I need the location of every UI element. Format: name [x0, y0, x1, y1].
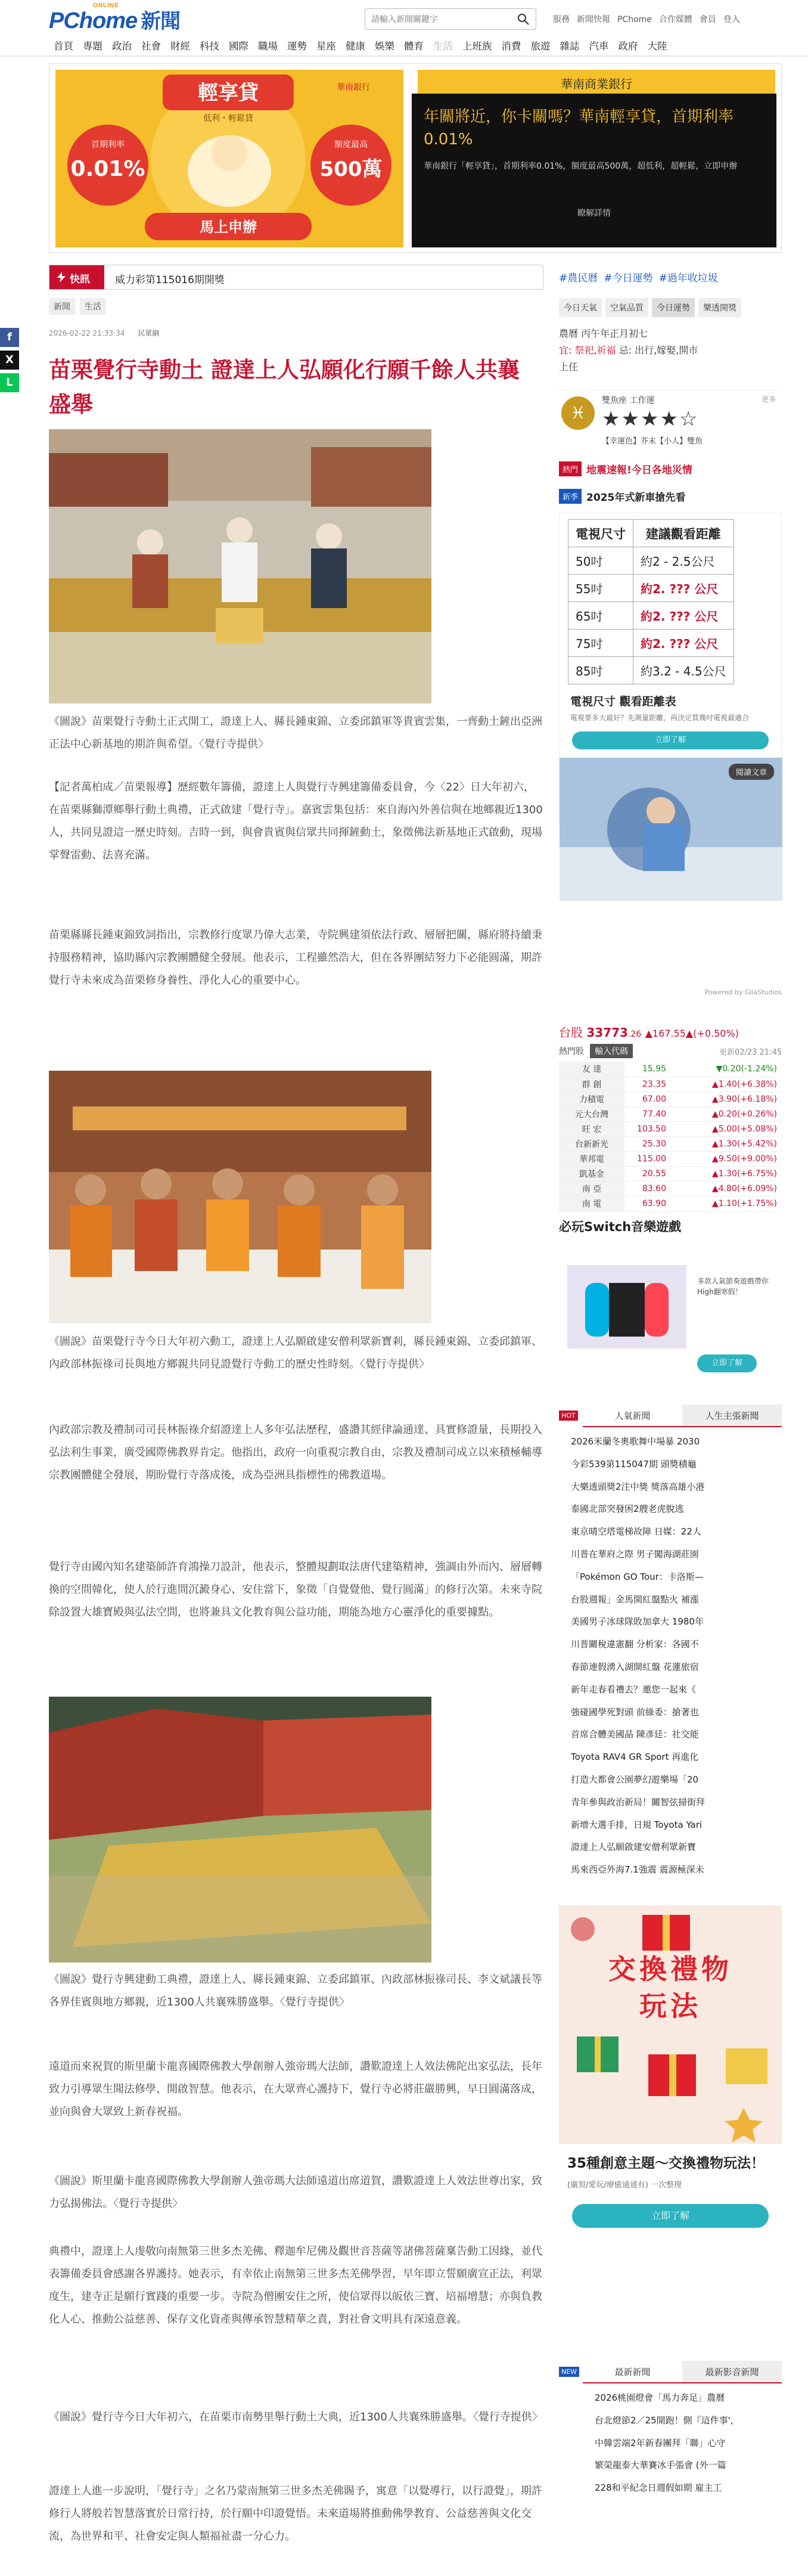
stock-change-cell: ▲0.20(+0.26%) [672, 1106, 782, 1121]
nav-item[interactable]: 星座 [316, 41, 336, 52]
tv-distance-cell: 約2 - 2.5公尺 [633, 547, 734, 575]
tab-latest-news[interactable]: 最新新聞 [583, 2361, 682, 2382]
switch-ad[interactable] [559, 1217, 782, 1383]
stock-price: 63.90 [624, 1196, 672, 1211]
tv-distance-cell: 約2. ??? 公尺 [633, 630, 734, 657]
latest-news-item[interactable]: 台北燈節2／25開跑！側『這件事', [595, 2414, 734, 2426]
article-paragraph-4: 覺行寺由國內知名建築師許育鴻操刀設計，他表示，整體規劃取法唐代建築精神，強調由外而內、層層轉換的空間韓化，使人於行進間沉澱身心、安住當下，象徵「自覺覺他、覺行圓滿」的修行次第。未來寺院除設置大雄寶殿與弘法空間，也將兼具文化教育與公益功能，期能為地方心靈淨化的重要據點。 [49, 1561, 542, 1619]
switch-console-image [567, 1265, 686, 1349]
pisces-icon: ♓ [561, 396, 595, 430]
tv-size-cell: 55吋 [568, 575, 633, 602]
top-link[interactable]: 合作媒體 [658, 15, 692, 24]
latest-news-item[interactable]: 2026桃園燈會「馬力奔足」農曆 [595, 2392, 725, 2403]
article-paragraph-1: 【記者萬柏成／苗栗報導】歷經數年籌備，證達上人與覺行寺興建籌備委員會，今〈22〉日大年初六，在苗栗縣獅潭鄉舉行動土典禮，正式啟建「覺行寺」。嘉賓雲集包括：來自海內外善信與在地鄉親近1300人，共同見證這一歷史時刻。吉時一到，與會貴賓與信眾共同揮鏟動土，象徵佛法新基地正式啟動，現場掌聲雷動、法喜充滿。 [49, 781, 543, 861]
banner-cta: 馬上申辦 [200, 219, 257, 235]
stock-name[interactable]: 友 達 [559, 1062, 624, 1077]
article-paragraph-6: 典禮中，證達上人虔敬向南無第三世多杰羌佛、釋迦牟尼佛及觀世音菩薩等諸佛菩薩稟告動工因緣，並代表籌備委員會感謝各界護持。她表示，有幸依止南無第三世多杰羌佛學習，早年即立誓願廣宣正法，利眾度生，建寺正是願行實踐的重要一步。寺院為僧團安住之所，使信眾得以皈依三寶、培福增慧；亦與負教化人心、推動公益慈善、保存文化資產與傳承智慧精華之責，對社會文明具有深遠意義。 [49, 2245, 542, 2326]
nav-item[interactable]: 國際 [229, 41, 248, 52]
banner-rate-value: 0.01% [70, 157, 145, 181]
popular-news-item[interactable]: 證達上人弘願啟建安僧利眾新寶 [571, 1842, 697, 1853]
popular-news-item[interactable]: 川普關稅違憲翻 分析家：各國不 [571, 1639, 699, 1650]
top-link[interactable]: 新聞快報 [577, 15, 610, 24]
latest-news-tabs [583, 2361, 782, 2383]
new-label: 新季 [559, 489, 582, 504]
line-share-icon[interactable]: L [0, 373, 19, 392]
gift-ad-sub: (廣契/愛玩/療癒通通有) 一次整理 [567, 2181, 682, 2190]
banner-bank-name: 華南商業銀行 [418, 70, 775, 94]
stock-change-cell: ▲1.10(+1.75%) [672, 1196, 782, 1211]
gift-illustration [559, 1905, 782, 2144]
hot-label: 熱門 [559, 461, 582, 476]
stock-label: 台股 [559, 1025, 583, 1040]
bank-banner-ad[interactable] [49, 63, 782, 253]
stock-change-cell: ▲4.80(+6.09%) [672, 1181, 782, 1196]
x-share-icon[interactable]: X [0, 351, 19, 370]
photo-caption-5: 《圖說》覺行寺今日大年初六，在苗栗市南勢里舉行動土大典，近1300人共襄殊勝盛舉。〈覺行寺提供〉 [49, 2411, 543, 2423]
article-photo-groundbreaking [49, 429, 431, 703]
info-tabs [559, 298, 782, 317]
popular-news-item[interactable]: 大樂透頭獎2注中獎 獎落高雄小港 [571, 1481, 705, 1492]
switch-ad-title: 必玩Switch音樂遊戲 [559, 1220, 682, 1234]
facebook-share-icon[interactable]: f [0, 328, 19, 347]
stock-row[interactable] [559, 1196, 782, 1211]
crowd-photo [49, 1697, 431, 1963]
article-photo-monks [49, 1071, 431, 1323]
stock-update-time: 更新02/23 21:45 [719, 1047, 782, 1057]
popular-news-item[interactable]: 新增大選手排，日規 Toyota Yari [571, 1819, 703, 1830]
nav-item[interactable]: 旅遊 [530, 41, 551, 52]
popular-news-item[interactable]: 新年走春看禮去？邀您一起來《 [571, 1684, 697, 1695]
popular-news-item[interactable]: 泰國北部突發困2艘老虎脫逃 [571, 1504, 684, 1515]
popular-news-item[interactable]: Toyota RAV4 GR Sport 再進化 [571, 1752, 699, 1763]
popular-news-item[interactable]: 2026米蘭冬奧歌舞中場暴 2030 [571, 1436, 700, 1447]
stock-row[interactable] [559, 1121, 782, 1136]
stock-change-cell: ▲3.90(+6.18%) [672, 1092, 782, 1106]
tv-size-ad-sub: 電視要多大最好？先測量距離，再決定買幾吋電視最適合 [570, 714, 750, 722]
banner-brand-sub: 低利・輕鬆貸 [203, 114, 253, 123]
nav-item[interactable]: 運勢 [287, 41, 307, 52]
nav-item[interactable]: 專題 [83, 41, 102, 52]
new-headline-text: 2025年式新車搶先看 [586, 491, 686, 504]
nav-item[interactable]: 體育 [404, 41, 424, 52]
stock-change-cell: ▲1.30(+6.75%) [672, 1166, 782, 1181]
latest-news-item[interactable]: 繁榮龍泰大華賽冰手張會 (外一篇 [595, 2460, 726, 2471]
article-datetime: 2026-02-22 21:33:34 [49, 329, 125, 337]
tv-size-row [568, 602, 734, 630]
tv-size-cell: 50吋 [568, 547, 633, 575]
stock-name[interactable]: 凱基金 [559, 1166, 624, 1181]
popular-news-item[interactable]: 青年參與政治新局！關智弦掃街拜 [571, 1796, 706, 1808]
nav-item[interactable]: 首頁 [54, 41, 73, 52]
stock-index: 33773 [586, 1025, 628, 1040]
stock-price: 103.50 [624, 1121, 672, 1136]
top-link[interactable]: 服務 [553, 15, 570, 24]
site-logo[interactable] [49, 2, 181, 35]
latest-news-list [559, 2383, 782, 2500]
hot-headline[interactable] [559, 460, 782, 477]
photo-caption-3: 《圖說》覺行寺興建動工典禮，證達上人、縣長鍾東錦、立委邱鎮軍、內政部林振祿司長、李文斌議長等各界佳賓與地方鄉親，近1300人共襄殊勝盛舉。〈覺行寺提供〉 [49, 1973, 542, 2008]
tv-size-row [568, 547, 734, 575]
info-tab[interactable]: 今日運勢 [652, 298, 695, 317]
banner-rate-label: 首期利率 [91, 140, 125, 150]
flash-label [49, 265, 104, 289]
read-article-button[interactable]: 閱讀文章 [729, 764, 774, 780]
popular-news-item[interactable]: 打造大都會公園夢幻遊樂場「20 [571, 1774, 699, 1785]
stock-row[interactable] [559, 1136, 782, 1151]
lightning-icon [57, 272, 66, 283]
gift-ad-button[interactable]: 立即了解 [572, 2204, 769, 2228]
flash-text[interactable]: 威力彩第115016期開獎 [115, 274, 225, 286]
hashtag-link[interactable]: #過年收垃圾 [658, 272, 718, 284]
stock-name[interactable]: 元大台灣 [559, 1106, 624, 1121]
popular-news-item[interactable]: 強碰國學死對頭 前綠委：搶著也 [571, 1706, 699, 1718]
popular-news-box [559, 1405, 782, 1893]
top-link[interactable]: PChome [617, 15, 652, 24]
popular-news-item[interactable]: 東京晴空塔電梯故障 日媒：22人 [571, 1526, 701, 1537]
stock-table [559, 1062, 782, 1211]
stock-row[interactable] [559, 1166, 782, 1181]
nav-item[interactable]: 政治 [112, 41, 132, 52]
nav-item[interactable]: 生活 [433, 41, 453, 52]
article-author[interactable]: 民眾網 [138, 329, 160, 337]
logo-online-text: ONLINE [93, 2, 119, 9]
social-share-bar [0, 328, 19, 396]
monks-photo [49, 1071, 431, 1323]
stock-row[interactable] [559, 1181, 782, 1196]
stock-price: 77.40 [624, 1106, 672, 1121]
popular-news-item[interactable]: 台股週報」金馬開紅盤點火 補漲 [571, 1594, 699, 1605]
gift-ad-heading: 35種創意主題～交換禮物玩法！ [567, 2156, 765, 2171]
almanac-yi: 宜: 祭祀,祈福 [559, 345, 616, 356]
tab-latest-video[interactable]: 最新影音新聞 [682, 2361, 782, 2382]
search-input[interactable] [365, 8, 536, 30]
stock-row[interactable] [559, 1151, 782, 1166]
popular-news-tabs [583, 1405, 782, 1427]
popular-news-item[interactable]: 「Pokémon GO Tour：卡洛斯— [571, 1571, 704, 1582]
tv-size-header-cell: 電視尺寸 [568, 520, 633, 547]
popular-news-list [559, 1427, 782, 1881]
stock-tabs [559, 1044, 782, 1058]
tv-size-row [568, 657, 734, 684]
gift-exchange-ad[interactable] [559, 1905, 782, 2251]
photo-caption-4: 《圖說》斯里蘭卡龍喜國際佛教大學創辦人強帝瑪大法師遠道出席道賀，讚歎證達上人效法世尊出家，致力弘揚佛法。〈覺行寺提供〉 [49, 2175, 542, 2210]
article-tag[interactable]: 生活 [80, 298, 106, 315]
stock-price: 25.30 [624, 1136, 672, 1151]
tv-size-ad-button[interactable]: 立即了解 [572, 731, 769, 749]
stock-row[interactable] [559, 1092, 782, 1106]
popular-news-item[interactable]: 首席合體美國晶 陳彥廷：社交能 [571, 1729, 699, 1740]
flash-label-text: 快訊 [70, 274, 90, 286]
stock-name[interactable]: 華邦電 [559, 1151, 624, 1166]
popular-news-item[interactable]: 川普在華府之際 男子闖海湖莊園 [571, 1548, 699, 1560]
popular-news-item[interactable]: 今彩539第115047期 頭獎積龜 [571, 1458, 697, 1470]
nav-item[interactable]: 娛樂 [375, 41, 394, 52]
almanac-panel [559, 326, 782, 376]
almanac-date: 農曆 丙午年正月初七 [559, 328, 648, 339]
tv-size-cell: 85吋 [568, 657, 633, 684]
tab-popular-news[interactable]: 人氣新聞 [583, 1405, 682, 1426]
banner-text-panel[interactable] [412, 94, 776, 247]
tv-size-header-cell: 建議觀看距離 [633, 520, 734, 547]
almanac-ji: 忌: 出行,嫁娶,開市 [619, 345, 698, 356]
banner-illustration [55, 70, 403, 247]
nav-item[interactable]: 財經 [170, 41, 190, 52]
article-meta [49, 328, 159, 338]
nav-item[interactable]: 政府 [618, 41, 638, 52]
latest-news-item[interactable]: 中韓雲端2年新春團拜「聯」心守 [595, 2437, 726, 2448]
article-paragraph-2: 苗栗縣縣長鍾東錦致詞指出，宗教修行度眾乃偉大志業，寺院興建須依法行政、層層把關，縣府將持續秉持服務精神，協助縣內宗教團體健全發展。他表示，工程雖然浩大，但在各界團結努力下必能圓滿，期許覺行寺未來成為苗栗修身養性、淨化人心的重要中心。 [49, 929, 542, 987]
popular-news-item[interactable]: 馬來西亞外海7.1強震 震源極深未 [571, 1864, 704, 1876]
stock-index-decimal: .26 [627, 1030, 642, 1039]
stock-price: 23.35 [624, 1077, 672, 1092]
tv-size-row [568, 630, 734, 657]
stock-row[interactable] [559, 1077, 782, 1092]
hashtag-link[interactable]: #農民曆 [559, 272, 598, 284]
gift-ad-image[interactable] [559, 1905, 782, 2144]
article-paragraph-7: 證達上人進一步說明，「覺行寺」之名乃蒙南無第三世多杰羌佛賜予，寓意「以覺導行，以行證覺」，期許修行人將般若智慧落實於日常行持，於行願中印證覺悟。未來道場將推動佛學教育、公益慈善與文化交流，為世界和平、社會安定與人類福祉盡一分心力。 [49, 2485, 542, 2543]
latest-news-item[interactable]: 228和平紀念日週假如期 雇主工 [595, 2482, 722, 2494]
stock-change: ▲167.55▲(+0.50%) [645, 1028, 739, 1039]
stock-change-cell: ▼0.20(-1.24%) [672, 1062, 782, 1077]
horoscope-panel[interactable] [559, 390, 782, 454]
tv-distance-cell: 約3.2 - 4.5公尺 [633, 657, 734, 684]
nav-item[interactable]: 大陸 [647, 41, 667, 52]
stock-name[interactable]: 台新新光 [559, 1136, 624, 1151]
logo-news-text: 新聞 [141, 10, 181, 33]
tv-size-cell: 65吋 [568, 602, 633, 630]
banner-limit-value: 500萬 [319, 157, 383, 181]
site-header [0, 0, 808, 57]
banner-brand: 輕享貸 [198, 81, 259, 105]
popular-news-item[interactable]: 美國男子冰球隊敗加拿大 1980年 [571, 1616, 704, 1628]
stock-price: 20.55 [624, 1166, 672, 1181]
article-paragraph-5: 遠道而來祝賀的斯里蘭卡龍喜國際佛教大學創辦人強帝瑪大法師，讚歎證達上人效法佛陀出家弘法，長年致力引導眾生聞法修學、開啟智慧。他表示，在大眾齊心護持下，覺行寺必將莊嚴勝興，早日圓滿落成，並向與會大眾致上新春祝福。 [49, 2060, 542, 2118]
gift-ad-title-text: 交換禮物 玩法 [608, 1953, 732, 2022]
info-tab[interactable]: 樂透開獎 [698, 298, 741, 317]
stock-change-cell: ▲1.40(+6.38%) [672, 1077, 782, 1092]
banner-bank-logo: 華南銀行 [337, 83, 370, 92]
nav-item[interactable]: 上班族 [462, 41, 492, 52]
nav-item[interactable]: 科技 [200, 41, 219, 52]
top-link[interactable]: 登入 [723, 15, 740, 24]
hashtag-link[interactable]: #今日運勢 [604, 272, 653, 284]
popular-news-item[interactable]: 春節連假湧入湖開紅盤 花蓮旅宿 [571, 1661, 699, 1672]
powered-by: Powered by GliaStudios [704, 988, 782, 996]
tv-size-header-row [568, 520, 734, 547]
stock-change-cell: ▲5.00(+5.08%) [672, 1121, 782, 1136]
main-nav [49, 38, 800, 54]
banner-desc: 華南銀行「輕享貸」，首期利率0.01%，額度最高500萬，超低利，超輕鬆，立即申辦 [424, 162, 738, 171]
latest-news-box [559, 2361, 782, 2575]
horoscope-more-link[interactable]: 更多 [761, 395, 776, 404]
tv-distance-cell: 約2. ??? 公尺 [633, 602, 734, 630]
info-tab[interactable]: 空氣品質 [605, 298, 648, 317]
flash-news-bar [49, 265, 543, 290]
tv-size-ad[interactable] [559, 513, 782, 823]
new-headline[interactable] [559, 488, 782, 504]
top-links [549, 13, 744, 25]
gift-ad-title [559, 1951, 782, 2025]
photo-caption-2: 《圖說》苗栗覺行寺今日大年初六動工，證達上人弘願啟建安僧利眾新寶剎，縣長鍾東錦、立委邱鎮軍、內政部林振祿司長與地方鄉親共同見證覺行寺動工的歷史性時刻。〈覺行寺提供〉 [49, 1335, 542, 1371]
banner-title: 年關將近，你卡關嗎？華南輕享貸，首期利率0.01% [424, 108, 734, 148]
tv-distance-cell: 約2. ??? 公尺 [633, 575, 734, 602]
banner-image[interactable] [55, 70, 403, 247]
stock-name[interactable]: 力積電 [559, 1092, 624, 1106]
tab-life-news[interactable]: 人生主張新聞 [682, 1405, 782, 1426]
groundbreaking-photo [49, 429, 431, 703]
hot-badge: HOT [559, 1411, 578, 1421]
gliastudio-photo[interactable] [560, 758, 782, 901]
stock-row[interactable] [559, 1106, 782, 1121]
info-tab[interactable]: 今日天氣 [559, 298, 602, 317]
hot-headline-text: 地震速報!今日各地災情 [586, 464, 692, 476]
stock-tab-hot[interactable]: 熱門股 [559, 1047, 584, 1056]
nav-item[interactable]: 健康 [346, 41, 365, 52]
article-tag[interactable]: 新聞 [49, 298, 75, 315]
nav-item[interactable]: 雜誌 [560, 41, 580, 52]
nav-item[interactable]: 汽車 [589, 41, 609, 52]
horoscope-stars: ★★★★☆ [602, 407, 699, 431]
logo-text: PChome [49, 8, 138, 33]
tv-size-ad-title: 電視尺寸 觀看距離表 [570, 695, 676, 708]
search-icon[interactable] [516, 12, 530, 26]
stock-name[interactable]: 南 電 [559, 1196, 624, 1211]
new-badge: NEW [559, 2367, 579, 2377]
switch-ad-button[interactable]: 立即了解 [697, 1354, 757, 1372]
stock-price: 15.95 [624, 1062, 672, 1077]
tv-size-cell: 75吋 [568, 630, 633, 657]
article-photo-crowd [49, 1697, 431, 1963]
tv-size-row [568, 575, 734, 602]
horoscope-title: 雙魚座 工作運 [602, 396, 655, 405]
nav-item[interactable]: 職場 [258, 41, 278, 52]
stock-change-cell: ▲1.30(+5.42%) [672, 1136, 782, 1151]
stock-price: 83.60 [624, 1181, 672, 1196]
stock-change-cell: ▲9.50(+9.00%) [672, 1151, 782, 1166]
stock-header [559, 1023, 782, 1040]
article-tags [49, 298, 106, 315]
top-link[interactable]: 會員 [699, 15, 716, 24]
stock-row[interactable] [559, 1062, 782, 1077]
stock-name[interactable]: 群 創 [559, 1077, 624, 1092]
tv-size-table [568, 519, 734, 684]
nav-item[interactable]: 消費 [501, 41, 521, 52]
banner-limit-label: 額度最高 [334, 140, 368, 150]
hot-hashtags [559, 269, 782, 284]
article-title: 苗栗覺行寺動土 證達上人弘願化行願千餘人共襄盛舉 [49, 357, 520, 417]
stock-price: 67.00 [624, 1092, 672, 1106]
nav-item[interactable]: 社會 [141, 41, 161, 52]
stock-name[interactable]: 南 亞 [559, 1181, 624, 1196]
banner-more-link[interactable]: 瞭解詳情 [577, 209, 611, 218]
stock-name[interactable]: 旺 宏 [559, 1121, 624, 1136]
article-paragraph-3: 內政部宗教及禮制司司長林振祿介紹證達上人多年弘法歷程，盛讚其經律論通達、具實修證量，長期投入弘法利生事業，廣受國際佛教界肯定。他指出，政府一向重視宗教自由，宗教及禮制司成立以來積極輔導宗教團體健全發展，期盼覺行寺落成後，成為亞洲具指標性的佛教道場。 [49, 1424, 542, 1481]
stock-code-input[interactable]: 輸入代碼 [590, 1044, 633, 1058]
horoscope-lucky: 【幸運色】芥末【小人】雙魚 [602, 437, 703, 446]
stock-price: 115.00 [624, 1151, 672, 1166]
almanac-extra: 上任 [559, 361, 579, 373]
switch-ad-sub: 多款人氣節奏遊戲帶你High翻寒假！ [697, 1277, 769, 1296]
stock-panel [559, 1023, 782, 1211]
photo-caption-1: 《圖說》苗栗覺行寺動土正式開工，證達上人、縣長鍾東錦、立委邱鎮軍等貴賓雲集，一齊動土鏟出亞洲正法中心新基地的期許與希望。〈覺行寺提供〉 [49, 715, 542, 751]
